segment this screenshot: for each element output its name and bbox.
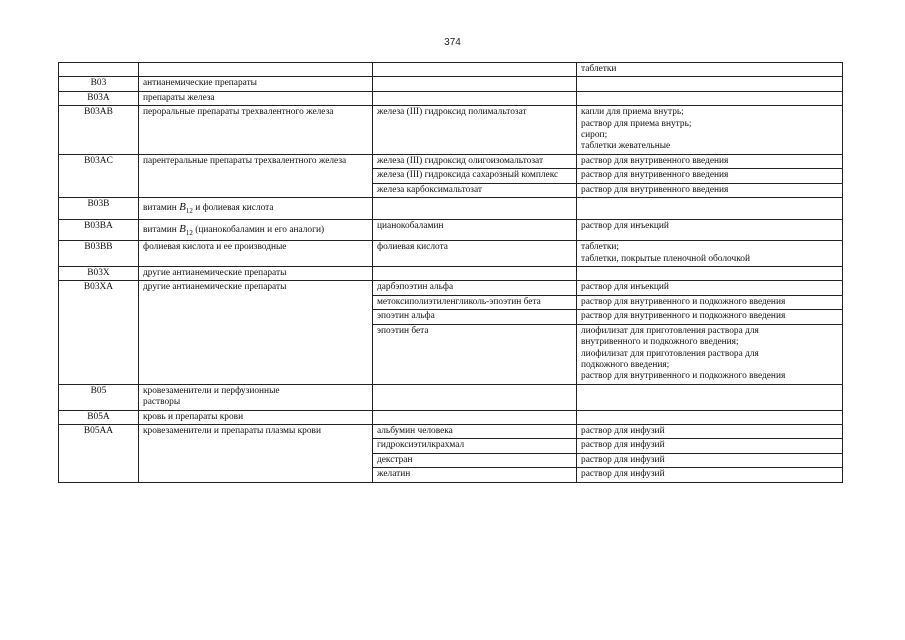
table-row bbox=[59, 77, 843, 91]
dosage-form-line: сироп; bbox=[581, 130, 608, 141]
dosage-form-line: лиофилизат для приготовления раствора для bbox=[581, 325, 759, 336]
table-row bbox=[59, 410, 843, 424]
group-prefix: витамин bbox=[143, 224, 177, 235]
group-cell: другие антианемические препараты bbox=[139, 267, 373, 281]
dosage-form-cell bbox=[577, 241, 843, 267]
dosage-form-cell: раствор для инъекций bbox=[577, 219, 843, 241]
drug-cell: желатин bbox=[373, 468, 577, 482]
dosage-form-cell: раствор для внутривенного введения bbox=[577, 169, 843, 183]
dosage-form-line: таблетки жевательные bbox=[581, 141, 671, 152]
dosage-form-line: внутривенного и подкожного введения; bbox=[581, 337, 739, 348]
dosage-form-line: капли для приема внутрь; bbox=[581, 107, 684, 118]
dosage-form-cell bbox=[577, 410, 843, 424]
table-row bbox=[59, 424, 843, 438]
drug-cell: фолиевая кислота bbox=[373, 241, 577, 267]
drug-cell: дарбэпоэтин альфа bbox=[373, 281, 577, 295]
atc-code-cell: B03BA bbox=[59, 219, 139, 241]
drug-cell bbox=[373, 410, 577, 424]
group-cell: препараты железа bbox=[139, 91, 373, 105]
dosage-form-line: таблетки, покрытые пленочной оболочкой bbox=[581, 253, 750, 264]
group-cell bbox=[139, 198, 373, 220]
drug-cell: эпоэтин альфа bbox=[373, 310, 577, 324]
dosage-form-cell: раствор для инъекций bbox=[577, 281, 843, 295]
atc-code-cell: B03 bbox=[59, 77, 139, 91]
table-row bbox=[59, 198, 843, 220]
page-number: 374 bbox=[444, 37, 461, 48]
dosage-form-line: раствор для внутривенного и подкожного введения bbox=[581, 371, 786, 382]
drug-cell: гидроксиэтилкрахмал bbox=[373, 439, 577, 453]
drug-cell: железа (III) гидроксида сахарозный комплекс bbox=[373, 169, 577, 183]
group-cell: фолиевая кислота и ее производные bbox=[139, 241, 373, 267]
group-prefix: витамин bbox=[143, 203, 177, 214]
vitamin-letter: B bbox=[179, 201, 186, 214]
medication-table bbox=[58, 62, 843, 483]
dosage-form-cell: раствор для внутривенного и подкожного введения bbox=[577, 310, 843, 324]
dosage-form-cell: раствор для инфузий bbox=[577, 424, 843, 438]
drug-cell: декстран bbox=[373, 453, 577, 467]
drug-cell: железа (III) гидроксид полимальтозат bbox=[373, 106, 577, 155]
dosage-form-cell: раствор для внутривенного и подкожного введения bbox=[577, 295, 843, 309]
group-cell: пероральные препараты трехвалентного железа bbox=[139, 106, 373, 155]
vitamin-letter: B bbox=[179, 222, 186, 235]
atc-code-cell: B03B bbox=[59, 198, 139, 220]
table-row bbox=[59, 267, 843, 281]
dosage-form-cell: раствор для инфузий bbox=[577, 453, 843, 467]
dosage-form-cell bbox=[577, 384, 843, 410]
vitamin-b12-symbol bbox=[179, 201, 193, 216]
dosage-form-cell: раствор для внутривенного введения bbox=[577, 183, 843, 197]
atc-code-cell: B03AC bbox=[59, 154, 139, 197]
vitamin-subscript: 12 bbox=[185, 228, 193, 237]
atc-code-cell: B05A bbox=[59, 410, 139, 424]
drug-cell bbox=[373, 91, 577, 105]
vitamin-subscript: 12 bbox=[185, 207, 193, 216]
dosage-form-cell: таблетки bbox=[577, 63, 843, 77]
atc-code-cell bbox=[59, 63, 139, 77]
dosage-form-cell bbox=[577, 106, 843, 155]
dosage-form-line: лиофилизат для приготовления раствора для bbox=[581, 348, 759, 359]
dosage-form-line: таблетки; bbox=[581, 242, 620, 253]
dosage-form-cell bbox=[577, 91, 843, 105]
drug-cell: эпоэтин бета bbox=[373, 324, 577, 384]
table-row bbox=[59, 91, 843, 105]
dosage-form-line: подкожного введения; bbox=[581, 359, 670, 370]
group-suffix: и фолиевая кислота bbox=[195, 203, 274, 214]
drug-cell bbox=[373, 63, 577, 77]
dosage-form-line: раствор для приема внутрь; bbox=[581, 118, 692, 129]
atc-code-cell: B03XA bbox=[59, 281, 139, 384]
dosage-form-cell: раствор для инфузий bbox=[577, 439, 843, 453]
dosage-form-cell: раствор для внутривенного введения bbox=[577, 154, 843, 168]
group-cell bbox=[139, 63, 373, 77]
dosage-form-cell bbox=[577, 267, 843, 281]
atc-code-cell: B03AB bbox=[59, 106, 139, 155]
table-row bbox=[59, 241, 843, 267]
drug-cell bbox=[373, 267, 577, 281]
dosage-form-cell bbox=[577, 77, 843, 91]
drug-cell bbox=[373, 198, 577, 220]
vitamin-b12-symbol bbox=[179, 223, 193, 235]
group-suffix: (цианокобаламин и его аналоги) bbox=[195, 224, 325, 235]
drug-cell: альбумин человека bbox=[373, 424, 577, 438]
dosage-form-cell bbox=[577, 198, 843, 220]
table-row bbox=[59, 219, 843, 241]
drug-cell: метоксиполиэтиленгликоль-эпоэтин бета bbox=[373, 295, 577, 309]
group-cell: парентеральные препараты трехвалентного железа bbox=[139, 154, 373, 197]
drug-cell: цианокобаламин bbox=[373, 219, 577, 241]
drug-cell: железа (III) гидроксид олигоизомальтозат bbox=[373, 154, 577, 168]
dosage-form-cell: раствор для инфузий bbox=[577, 468, 843, 482]
group-cell: кровезаменители и препараты плазмы крови bbox=[139, 424, 373, 482]
atc-code-cell: B03BB bbox=[59, 241, 139, 267]
group-cell bbox=[139, 219, 373, 241]
table-row bbox=[59, 384, 843, 410]
group-cell: кровезаменители и перфузионные растворы bbox=[139, 384, 373, 410]
group-cell: другие антианемические препараты bbox=[139, 281, 373, 384]
atc-code-cell: B05 bbox=[59, 384, 139, 410]
atc-code-cell: B05AA bbox=[59, 424, 139, 482]
table-row bbox=[59, 281, 843, 295]
drug-cell: железа карбоксимальтозат bbox=[373, 183, 577, 197]
table-row bbox=[59, 106, 843, 155]
drug-cell bbox=[373, 384, 577, 410]
table-row bbox=[59, 63, 843, 77]
drug-cell bbox=[373, 77, 577, 91]
dosage-form-cell bbox=[577, 324, 843, 384]
group-cell: кровь и препараты крови bbox=[139, 410, 373, 424]
atc-code-cell: B03A bbox=[59, 91, 139, 105]
group-cell: антианемические препараты bbox=[139, 77, 373, 91]
atc-code-cell: B03X bbox=[59, 267, 139, 281]
table-row bbox=[59, 154, 843, 168]
